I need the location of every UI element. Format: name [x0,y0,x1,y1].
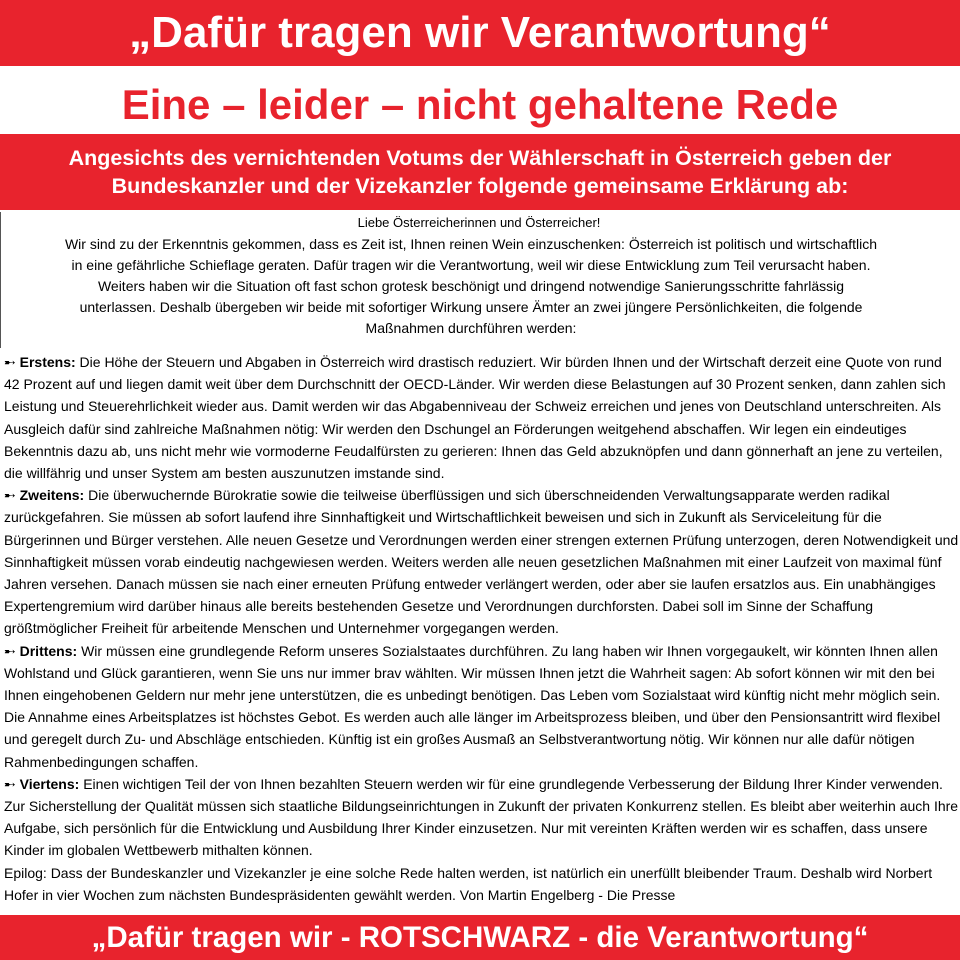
salutation: Liebe Österreicherinnen und Österreicher! [357,215,601,230]
arrow-bullet-icon: ➸ [4,775,16,792]
epilog: Epilog: Dass der Bundeskanzler und Vizekanzler je eine solche Rede halten werden, ist natürlich ein unerfüllt bleibender Traum. Deshalb wird Norbert Hofer in vier Wochen zum nächsten Bundespräsidenten gewählt werden. Von Martin Engelberg - Die Presse [4,864,933,903]
point-text: Wir müssen eine grundlegende Reform unseres Sozialstaates durchführen. Zu lang haben wir Ihnen vorgegaukelt, wir könnten Ihnen allen Wohlstand und Glück garantieren, wenn Sie uns nur immer brav wählten. Wir müssen Ihnen jetzt die Wahrheit sagen: Ab sofort können wir mit den bei Ihnen eingehobenen Geldern nur mehr jene unterstützen, die es unbedingt benötigen. Das Leben vom Sozialstaat wird künftig nicht mehr möglich sein. Die Annahme eines Arbeitsplatzes ist höchstes Gebot. Es werden auch alle länger im Arbeitsprozess bleiben, und über den Pensionsantritt wird flexibel und geregelt durch Zu- und Abschläge entschieden. Künftig ist ein großes Ausmaß an Selbstverantwortung nötig. Wir können nur alle dafür nötigen Rahmenbedingungen schaffen. [4,642,941,770]
page-title: „Dafür tragen wir Verantwortung“ [129,8,831,57]
point-text: Einen wichtigen Teil der von Ihnen bezahlten Steuern werden wir für eine grundlegende Verbesserung der Bildung Ihrer Kinder verwenden. Zur Sicherstellung der Qualität müssen sich staatliche Bildungseinrichtungen in Zukunft der privaten Konkurrenz stellen. Es bleibt aber weiterhin auch Ihre Aufgabe, sich persönlich für die Entwicklung und Ausbildung Ihrer Kinder einzusetzen. Nur mit vereinten Kräften werden wir es schaffen, dass unsere Kinder im globalen Wettbewerb mithalten können. [4,775,959,859]
point-heading: Viertens: [19,775,80,792]
list-item [4,773,960,862]
point-text: Die überwuchernde Bürokratie sowie die teilweise überflüssigen und sich überschneidenden Verwaltungsapparate werden radikal zurückgefahren. Sie müssen ab sofort laufend ihre Sinnhaftigkeit und Wirtschaftlichkeit beweisen und sich in Zukunft als Serviceleitung für die Bürgerinnen und Bürger verstehen. Alle neuen Gesetze und Verordnungen werden einer strengen externen Prüfung unterzogen, deren Notwendigkeit und Sinnhaftigkeit müssen vorab eindeutig nachgewiesen werden. Weiters werden alle neuen gesetzlichen Maßnahmen mit einer Laufzeit von maximal fünf Jahren versehen. Danach müssen sie nach einer erneuten Prüfung entweder verlängert werden, oder aber sie laufen ersatzlos aus. Ein unabhängiges Expertengremium wird darüber hinaus alle bereits bestehenden Gesetze und Verordnungen durchforsten. Dabei soll im Sinne der Schaffung größtmöglicher Freiheit für arbeitende Menschen und Unternehmer vorgegangen werden. [4,487,959,637]
list-item [4,640,960,773]
arrow-bullet-icon: ➸ [4,642,16,659]
intro-banner [0,134,960,210]
intro-text: Angesichts des vernichtenden Votums der Wählerschaft in Österreich geben der Bundeskanzler und der Vizekanzler folgende gemeinsame Erklärung ab: [68,146,892,198]
greeting-block [0,212,960,348]
footer-text: „Dafür tragen wir - ROTSCHWARZ - die Verantwortung“ [91,921,869,954]
greeting-text: Wir sind zu der Erkenntnis gekommen, dass es Zeit ist, Ihnen reinen Wein einzuschenken: Österreich ist politisch und wirtschaftlich in eine gefährliche Schieflage geraten. Dafür tragen wir die Verantwortung, weil wir diese Entwicklung zum Teil verursacht haben. Weiters haben wir die Situation oft fast schon grotesk beschönigt und dringend notwendige Sanierungsschritte fahrlässig unterlassen. Deshalb übergeben wir beide mit sofortiger Wirkung unsere Ämter an zwei jüngere Persönlichkeiten, die folgende Maßnahmen durchführen werden: [64,236,878,336]
point-heading: Erstens: [19,354,76,370]
list-item [4,351,960,484]
measures-list [4,351,960,906]
title-banner [0,0,960,66]
subtitle: Eine – leider – nicht gehaltene Rede [121,81,839,128]
point-heading: Drittens: [19,642,78,659]
list-item [4,484,960,639]
footer-banner [0,915,960,960]
arrow-bullet-icon: ➸ [4,354,16,370]
arrow-bullet-icon: ➸ [4,487,16,504]
point-text: Die Höhe der Steuern und Abgaben in Österreich wird drastisch reduziert. Wir bürden Ihnen und der Wirtschaft derzeit eine Quote von rund 42 Prozent auf und liegen damit weit über dem Durchschnitt der OECD-Länder. Wir werden diese Belastungen auf 30 Prozent senken, dann zahlen sich Leistung und Steuerehrlichkeit wieder aus. Damit werden wir das Abgabenniveau der Schweiz erreichen und jenes von Deutschland unterschreiten. Als Ausgleich dafür sind zahlreiche Maßnahmen nötig: Wir werden den Dschungel an Förderungen weitgehend abschaffen. Wir legen ein eindeutiges Bekenntnis dazu ab, uns nicht mehr wie vormoderne Feudalfürsten zu gerieren: Ihnen das Geld abzuknöpfen und dann gönnerhaft an jene zu verteilen, die willfährig und unser System am besten auszunutzen imstande sind. [4,354,946,482]
point-heading: Zweitens: [19,487,85,504]
